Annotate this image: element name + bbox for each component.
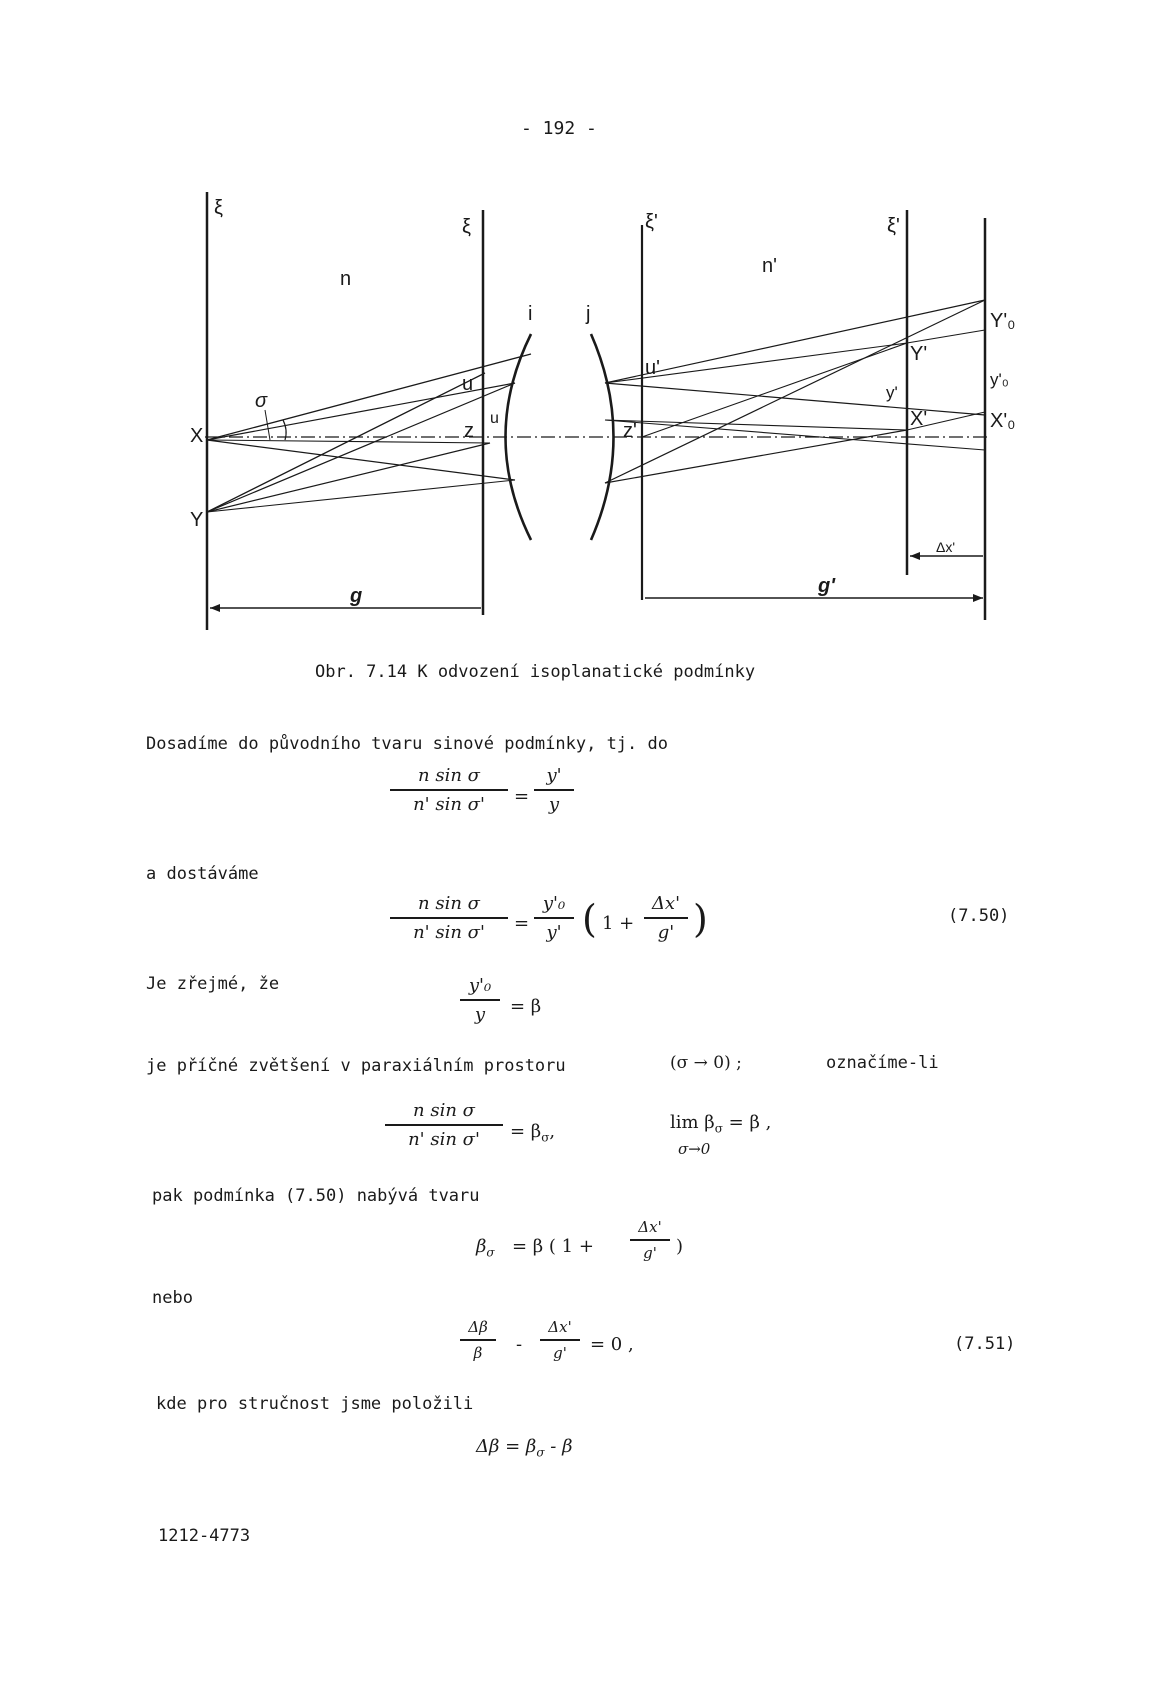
cond-lhs: $\beta_\sigma$ (476, 1236, 495, 1260)
label-surface-i: i (528, 303, 533, 325)
label-Y-prime: Y' (910, 343, 928, 365)
e750-eq: = (514, 913, 530, 934)
e751-rhs: = 0 , (590, 1334, 634, 1355)
paragraph-7: kde pro stručnost jsme položili (156, 1394, 474, 1414)
label-X0-prime: X'₀ (990, 410, 1016, 432)
beta-sigma-lhs: n sin σ n' sin σ' (385, 1100, 503, 1150)
e751-number: (7.51) (954, 1334, 1016, 1354)
label-y0-prime: y'₀ (990, 370, 1009, 389)
page-number: - 192 - (521, 118, 597, 139)
label-g: g (350, 585, 363, 607)
label-X: X (190, 425, 204, 447)
e750-lhs: n sin σ n' sin σ' (390, 893, 508, 943)
beta-rhs: = β (510, 996, 542, 1017)
e750-dx: Δx' g' (644, 893, 688, 943)
label-X-prime: X' (910, 408, 928, 430)
label-sigma: σ (255, 390, 268, 412)
label-g-prime: g' (818, 575, 835, 597)
beta-sigma-limit: $\lim \beta_\sigma = \beta$ , (670, 1112, 772, 1136)
cond-mid: = β ( 1 + (512, 1236, 594, 1257)
label-xi-1: ξ (214, 197, 223, 219)
paragraph-6: nebo (152, 1288, 193, 1308)
delta-beta-def: $\Delta\beta = \beta_\sigma - \beta$ (476, 1436, 573, 1460)
label-u-small: u (490, 410, 499, 427)
label-Y: Y (190, 509, 204, 531)
e751-frac2: Δx' g' (540, 1318, 580, 1362)
paragraph-4b: (σ → 0) ; (670, 1053, 742, 1073)
label-n-prime: n' (762, 255, 777, 277)
label-xi-2: ξ (462, 216, 471, 238)
cond-close: ) (676, 1236, 684, 1257)
e750-ratio: y'₀ y' (534, 893, 574, 943)
sine-rhs: y' y (534, 765, 574, 815)
figure-caption: Obr. 7.14 K odvození isoplanatické podmínky (315, 662, 756, 682)
e751-minus: - (516, 1334, 523, 1355)
beta-frac: y'₀ y (460, 975, 500, 1025)
e750-one-plus: 1 + (602, 913, 635, 934)
e751-frac1: Δβ β (460, 1318, 496, 1362)
label-y-prime: y' (886, 383, 898, 402)
label-n: n (340, 268, 352, 290)
beta-sigma-rhs: = $\beta_\sigma$, (510, 1121, 556, 1145)
label-z: z (464, 420, 474, 442)
label-dx-prime: Δx' (936, 539, 956, 555)
label-xi-4: ξ' (887, 215, 900, 237)
beta-sigma-limit-under: σ→0 (678, 1140, 711, 1158)
paragraph-3: Je zřejmé, že (146, 974, 280, 994)
e750-number: (7.50) (948, 906, 1010, 926)
sine-eq: = (514, 786, 530, 807)
label-Y0-prime: Y'₀ (990, 310, 1016, 332)
label-u-prime: u' (645, 357, 660, 379)
paragraph-5: pak podmínka (7.50) nabývá tvaru (152, 1186, 480, 1206)
sine-lhs: n sin σ n' sin σ' (390, 765, 508, 815)
label-u: u (462, 373, 474, 395)
paragraph-2: a dostáváme (146, 864, 259, 884)
paragraph-4c: označíme-li (826, 1053, 939, 1073)
label-xi-3: ξ' (645, 211, 658, 233)
e750-paren-close: ) (693, 897, 708, 941)
footer-code: 1212-4773 (158, 1526, 251, 1546)
label-z-prime: z' (623, 420, 637, 442)
label-surface-j: j (586, 303, 591, 325)
cond-frac: Δx' g' (630, 1218, 670, 1262)
paragraph-1: Dosadíme do původního tvaru sinové podmínky, tj. do (146, 734, 668, 754)
e750-paren-open: ( (582, 897, 597, 941)
paragraph-4a: je příčné zvětšení v paraxiálním prostoru (146, 1056, 566, 1076)
